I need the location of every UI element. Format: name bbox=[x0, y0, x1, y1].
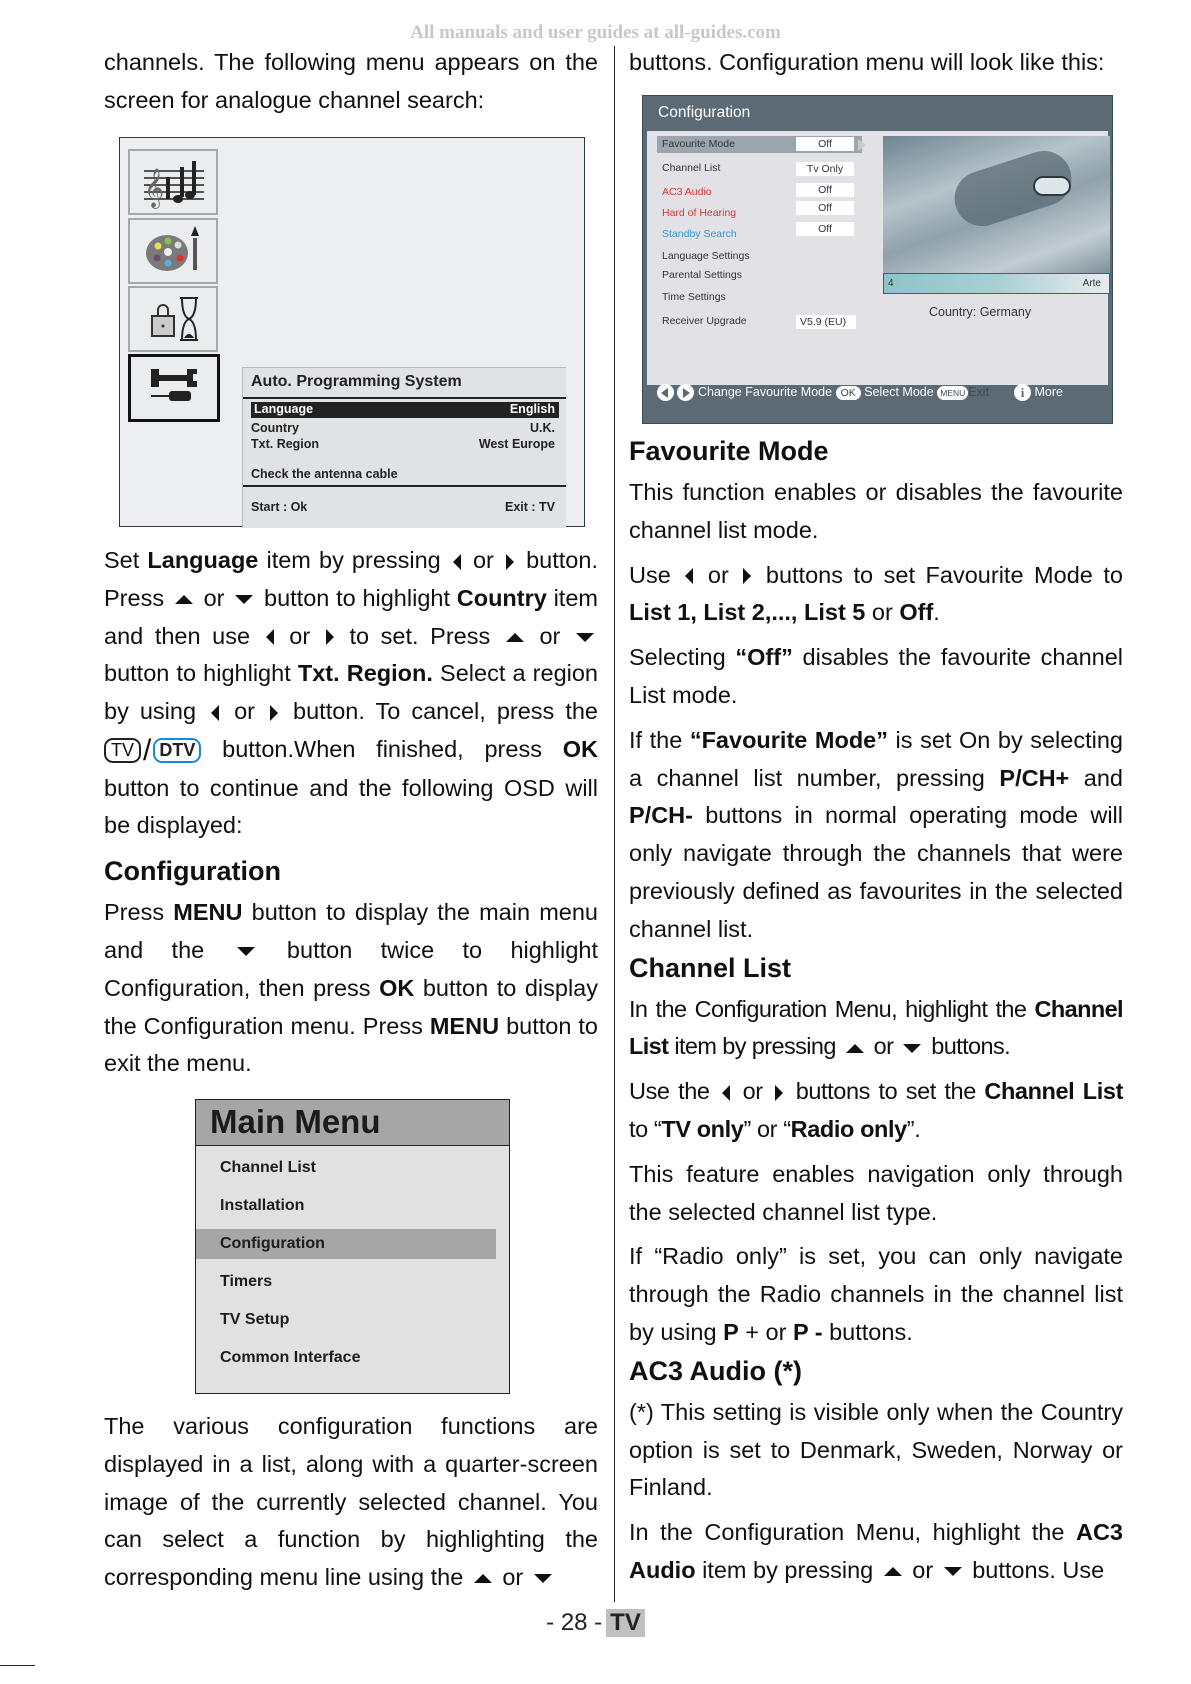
radio-only-note: If “Radio only” is set, you can only navigate through the Radio channels in the channel list by using P + or P - buttons. bbox=[629, 1243, 1123, 1345]
menu-item-common-interface[interactable]: Common Interface bbox=[220, 1349, 361, 1366]
main-menu-header bbox=[196, 1100, 509, 1146]
down-arrow-icon bbox=[903, 1044, 921, 1053]
column-divider bbox=[614, 46, 615, 1602]
row-label: Country bbox=[251, 421, 299, 435]
config-body bbox=[647, 131, 1108, 385]
watermark: All manuals and user guides at all-guides.com bbox=[410, 22, 781, 43]
left-column bbox=[104, 44, 598, 127]
config-row-hard-of-hearing[interactable]: Hard of Hearing Off bbox=[657, 205, 862, 222]
picture-menu-tile bbox=[128, 218, 218, 284]
row-value: English bbox=[509, 402, 555, 416]
right-column-body bbox=[629, 432, 1123, 1597]
analog-search-osd bbox=[119, 137, 585, 527]
up-arrow-icon bbox=[846, 1044, 864, 1053]
down-arrow-icon bbox=[237, 947, 255, 956]
config-title: Configuration bbox=[658, 104, 751, 121]
goggles-shape bbox=[1033, 176, 1071, 196]
menu-item-tv-setup[interactable]: TV Setup bbox=[220, 1311, 290, 1328]
down-arrow-icon bbox=[235, 595, 253, 604]
ac3-instructions: In the Configuration Menu, highlight the AC3 Audio item by pressing or buttons. Use bbox=[629, 1519, 1123, 1583]
config-value: Off bbox=[796, 183, 854, 197]
right-arrow-icon bbox=[326, 629, 334, 645]
favourite-usage: Use or buttons to set Favourite Mode to List 1, List 2,..., List 5 or Off. bbox=[629, 561, 1123, 626]
more-hint: More bbox=[1034, 384, 1063, 399]
row-label: Txt. Region bbox=[251, 437, 320, 451]
config-row-receiver-upgrade[interactable]: Receiver Upgrade V5.9 (EU) bbox=[657, 313, 862, 330]
left-column-bottom bbox=[104, 1408, 598, 1604]
right-arrow-icon bbox=[506, 554, 514, 570]
ok-button-icon: OK bbox=[836, 386, 861, 400]
tv-button-icon: TV bbox=[104, 738, 141, 763]
row-label: Language bbox=[254, 402, 314, 416]
favourite-on: If the “Favourite Mode” is set On by selecting a channel list number, pressing P/CH+ and P/CH- buttons in normal operating mode will only navigate through the channels that were previously defined as favourites in the selected channel list. bbox=[629, 726, 1123, 942]
right-column bbox=[629, 44, 1123, 89]
page-number: - 28 - bbox=[546, 1609, 603, 1636]
channel-name: Arte bbox=[1082, 278, 1101, 289]
divider bbox=[243, 485, 566, 487]
menu-button-icon: MENU bbox=[937, 386, 968, 400]
features-menu-tile bbox=[128, 286, 218, 352]
left-arrow-icon bbox=[722, 1085, 730, 1101]
config-row-standby-search[interactable]: Standby Search Off bbox=[657, 226, 862, 243]
right-arrow-icon bbox=[743, 568, 751, 584]
right-arrow-icon bbox=[775, 1085, 783, 1101]
config-value: Off bbox=[796, 222, 854, 236]
language-instructions: Set Language item by pressing or button. Press or button to highlight Country item and then use or to set. Press or button to highlight Txt. Region. Select a region by using or button. To cancel, press the TV / DTV button.When finished, press OK button to continue and the following OSD will be displayed: bbox=[104, 547, 598, 839]
config-row-favourite-mode[interactable]: Favourite Mode Off bbox=[657, 136, 862, 153]
select-mode-hint: Select Mode bbox=[864, 384, 934, 399]
left-circle-icon bbox=[657, 384, 674, 401]
down-arrow-icon bbox=[534, 1574, 552, 1583]
ac3-visibility-note: (*) This setting is visible only when the Country option is set to Denmark, Sweden, Norway or Finland. bbox=[629, 1398, 1123, 1501]
sound-menu-tile bbox=[128, 149, 218, 215]
config-footer bbox=[657, 384, 1107, 406]
right-arrow-icon bbox=[858, 139, 866, 151]
right-arrow-icon bbox=[270, 705, 278, 721]
country-row[interactable] bbox=[251, 421, 559, 435]
right-circle-icon bbox=[677, 384, 694, 401]
channel-info-bar bbox=[883, 273, 1110, 294]
config-row-parental-settings[interactable]: Parental Settings bbox=[662, 269, 742, 281]
config-value: Tv Only bbox=[796, 162, 854, 176]
config-row-channel-list[interactable]: Channel List Tv Only bbox=[657, 160, 862, 177]
page-footer bbox=[0, 1609, 1191, 1637]
config-row-language-settings[interactable]: Language Settings bbox=[662, 250, 750, 262]
change-favourite-hint: Change Favourite Mode bbox=[697, 384, 833, 399]
menu-item-channel-list[interactable]: Channel List bbox=[220, 1159, 317, 1176]
install-menu-tile bbox=[128, 354, 220, 422]
heading-configuration: Configuration bbox=[104, 856, 281, 887]
start-hint: Start : Ok bbox=[251, 500, 308, 514]
divider bbox=[243, 397, 566, 399]
down-arrow-icon bbox=[576, 633, 594, 642]
exit-hint: Exit bbox=[968, 384, 990, 399]
up-arrow-icon bbox=[175, 595, 193, 604]
country-label: Country: Germany bbox=[929, 305, 1032, 319]
favourite-off: Selecting “Off” disables the favourite channel List mode. bbox=[629, 644, 1123, 708]
config-value: Off bbox=[796, 201, 854, 215]
menu-item-timers[interactable]: Timers bbox=[220, 1273, 273, 1290]
exit-hint: Exit : TV bbox=[504, 500, 555, 514]
left-arrow-icon bbox=[266, 629, 274, 645]
config-value: Off bbox=[796, 137, 854, 151]
auto-programming-panel bbox=[242, 367, 566, 528]
left-arrow-icon bbox=[453, 554, 461, 570]
panel-title: Auto. Programming System bbox=[251, 373, 462, 390]
main-menu-osd bbox=[195, 1099, 510, 1394]
left-arrow-icon bbox=[685, 568, 693, 584]
configuration-instructions: Press MENU button to display the main menu and the button twice to highlight Configuration, then press OK button to display the Configuration menu. Press MENU button to exit the menu. bbox=[104, 899, 599, 1077]
config-row-time-settings[interactable]: Time Settings bbox=[662, 291, 726, 303]
config-row-ac3-audio[interactable]: AC3 Audio Off bbox=[657, 184, 862, 201]
row-value: West Europe bbox=[478, 437, 555, 451]
osd-footer bbox=[251, 500, 559, 514]
channel-list-set: Use the or buttons to set the Channel List to “TV only” or “Radio only”. bbox=[629, 1078, 1123, 1142]
palette-icon bbox=[130, 220, 216, 282]
channel-number: 4 bbox=[888, 278, 894, 289]
heading-ac3-audio: AC3 Audio (*) bbox=[629, 1355, 802, 1386]
up-arrow-icon bbox=[474, 1574, 492, 1583]
up-arrow-icon bbox=[884, 1567, 902, 1576]
channel-list-feature: This feature enables navigation only through the selected channel list type. bbox=[629, 1160, 1123, 1225]
heading-favourite-mode: Favourite Mode bbox=[629, 436, 829, 466]
configuration-osd bbox=[642, 95, 1113, 424]
language-row[interactable] bbox=[251, 402, 559, 418]
channel-preview-image bbox=[883, 136, 1110, 273]
config-value: V5.9 (EU) bbox=[796, 315, 856, 329]
intro-text: channels. The following menu appears on the screen for analogue channel search: bbox=[104, 49, 598, 113]
menu-item-installation[interactable]: Installation bbox=[220, 1197, 305, 1214]
configuration-description: The various configuration functions are displayed in a list, along with a quarter-screen image of the currently selected channel. You can select a function by highlighting the corresponding menu line using the or bbox=[104, 1413, 598, 1591]
info-icon: i bbox=[1014, 384, 1031, 401]
favourite-desc: This function enables or disables the favourite channel list mode. bbox=[629, 479, 1123, 543]
heading-channel-list: Channel List bbox=[629, 952, 792, 983]
lock-timer-icon bbox=[130, 288, 216, 350]
intro-text: buttons. Configuration menu will look like this: bbox=[629, 49, 1105, 75]
main-menu-title: Main Menu bbox=[210, 1103, 381, 1140]
channel-list-highlight: In the Configuration Menu, highlight the Channel List item by pressing or buttons. bbox=[629, 995, 1123, 1060]
crop-mark bbox=[0, 1665, 35, 1666]
tools-icon bbox=[131, 357, 215, 415]
svg-text:𝄞: 𝄞 bbox=[144, 168, 165, 208]
up-arrow-icon bbox=[506, 633, 524, 642]
row-value: U.K. bbox=[530, 421, 555, 435]
section-badge: TV bbox=[606, 1609, 645, 1637]
left-column-body bbox=[104, 542, 598, 1090]
down-arrow-icon bbox=[944, 1567, 962, 1576]
dtv-button-icon: DTV bbox=[153, 738, 201, 763]
music-icon bbox=[130, 151, 216, 213]
menu-item-configuration[interactable]: Configuration bbox=[196, 1229, 496, 1259]
left-arrow-icon bbox=[211, 705, 219, 721]
txt-region-row[interactable] bbox=[251, 437, 559, 451]
hint-text: Check the antenna cable bbox=[251, 467, 398, 481]
